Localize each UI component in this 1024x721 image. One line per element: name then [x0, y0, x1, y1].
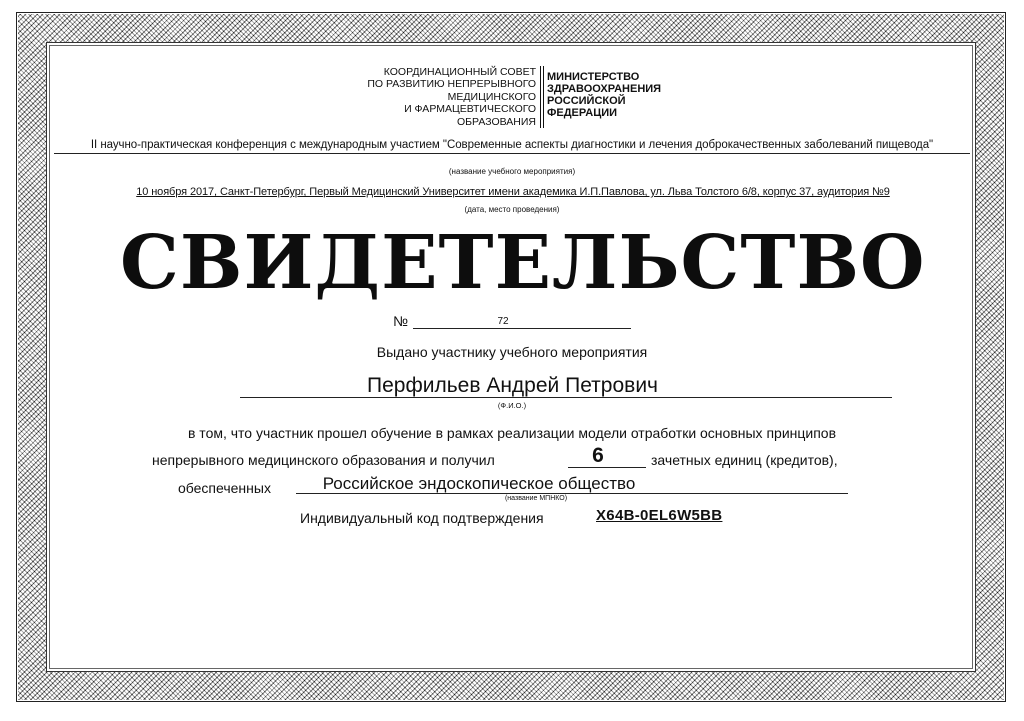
participant-name-caption: (Ф.И.О.): [497, 401, 527, 410]
certificate-heading: СВИДЕТЕЛЬСТВО: [120, 220, 926, 306]
issued-to-label: Выдано участнику учебного мероприятия: [376, 344, 648, 360]
number-underline: [413, 328, 631, 329]
provided-by-label: обеспеченных: [178, 480, 271, 496]
ministry-name: [547, 71, 707, 119]
confirmation-code: X64B-0EL6W5BB: [596, 507, 723, 524]
certificate-number: 72: [497, 316, 509, 327]
ministry-line: РОССИЙСКОЙ: [547, 95, 626, 107]
provider-name: Российское эндоскопическое общество: [322, 474, 636, 493]
council-line: И ФАРМАЦЕВТИЧЕСКОГО: [404, 103, 536, 116]
event-title: II научно-практическая конференция с международным участием "Современные аспекты диагностики и лечения доброкачественных заболеваний пищевода": [90, 139, 934, 151]
participant-name: Перфильев Андрей Петрович: [367, 374, 658, 397]
credits-underline: [568, 467, 646, 468]
body-text-line-2-end: зачетных единиц (кредитов),: [651, 452, 838, 468]
ministry-line: МИНИСТЕРСТВО: [547, 71, 640, 83]
provider-underline: [296, 493, 848, 494]
council-line: ОБРАЗОВАНИЯ: [456, 115, 536, 128]
event-date-place: 10 ноября 2017, Санкт-Петербург, Первый Медицинский Университет имени академика И.П.Павлова, ул. Льва Толстого 6/8, корпус 37, аудитория №9: [136, 186, 890, 198]
body-text-line-1: в том, что участник прошел обучение в рамках реализации модели отработки основных принципов: [187, 425, 837, 441]
event-title-caption: (название учебного мероприятия): [448, 167, 576, 176]
council-line: ПО РАЗВИТИЮ НЕПРЕРЫВНОГО: [367, 78, 536, 91]
event-date-place-caption: (дата, место проведения): [464, 205, 560, 214]
ministry-line: ЗДРАВООХРАНЕНИЯ: [547, 83, 662, 95]
credits-value: 6: [592, 444, 604, 467]
header-divider: [540, 66, 544, 128]
provider-caption: (название МПНКО): [504, 495, 568, 502]
number-sign: №: [393, 313, 409, 329]
ministry-line: ФЕДЕРАЦИИ: [547, 107, 618, 119]
participant-name-underline: [240, 397, 892, 398]
confirmation-code-label: Индивидуальный код подтверждения: [300, 510, 544, 526]
event-title-underline: [54, 153, 970, 154]
council-line: МЕДИЦИНСКОГО: [447, 90, 536, 103]
council-line: КООРДИНАЦИОННЫЙ СОВЕТ: [383, 66, 536, 78]
coordinating-council-name: [300, 66, 536, 128]
body-text-line-2-start: непрерывного медицинского образования и получил: [152, 452, 495, 468]
